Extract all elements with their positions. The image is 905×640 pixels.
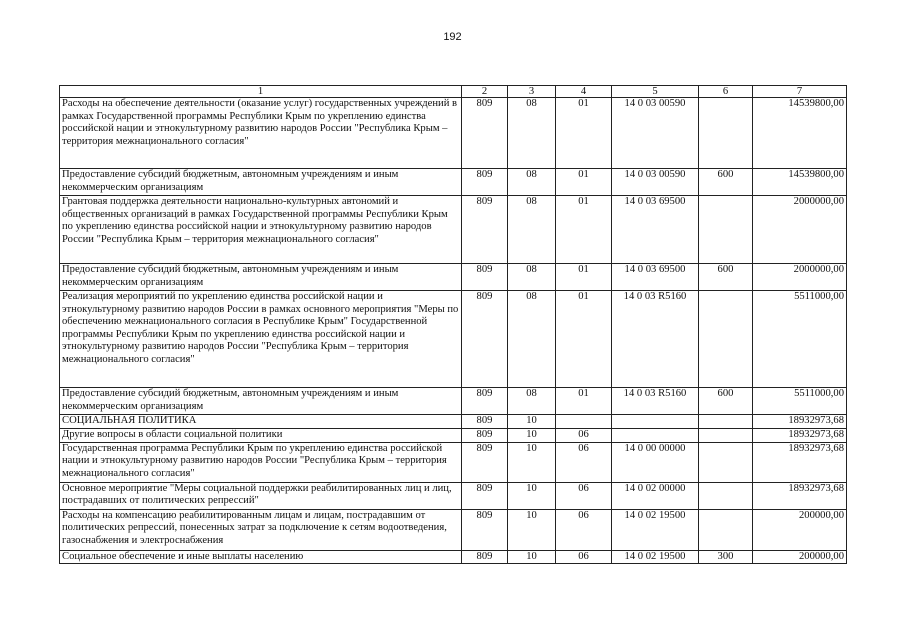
cell-expense-type: 600 xyxy=(699,264,753,291)
column-header: 1 xyxy=(60,86,462,98)
cell-grbs: 809 xyxy=(462,482,508,509)
table-row xyxy=(60,550,847,564)
cell-target-article: 14 0 03 R5160 xyxy=(612,388,699,415)
cell-expense-type xyxy=(699,509,753,550)
cell-section: 08 xyxy=(508,196,556,264)
cell-subsection: 01 xyxy=(556,196,612,264)
cell-target-article: 14 0 03 00590 xyxy=(612,169,699,196)
row-name: Другие вопросы в области социальной политики xyxy=(60,429,462,443)
cell-section: 10 xyxy=(508,509,556,550)
column-header: 6 xyxy=(699,86,753,98)
table-row xyxy=(60,482,847,509)
row-name: СОЦИАЛЬНАЯ ПОЛИТИКА xyxy=(60,415,462,429)
cell-expense-type xyxy=(699,482,753,509)
cell-grbs: 809 xyxy=(462,291,508,388)
row-name: Предоставление субсидий бюджетным, автономным учреждениям и иным некоммерческим организациям xyxy=(60,264,462,291)
cell-grbs: 809 xyxy=(462,264,508,291)
column-header: 4 xyxy=(556,86,612,98)
row-name: Социальное обеспечение и иные выплаты населению xyxy=(60,550,462,564)
cell-subsection: 01 xyxy=(556,291,612,388)
column-header: 2 xyxy=(462,86,508,98)
cell-expense-type: 600 xyxy=(699,169,753,196)
cell-amount: 2000000,00 xyxy=(753,196,847,264)
cell-target-article: 14 0 03 R5160 xyxy=(612,291,699,388)
table-row xyxy=(60,264,847,291)
cell-target-article: 14 0 03 00590 xyxy=(612,98,699,169)
cell-expense-type xyxy=(699,442,753,482)
table-row xyxy=(60,98,847,169)
table-row xyxy=(60,415,847,429)
cell-section: 10 xyxy=(508,482,556,509)
cell-section: 08 xyxy=(508,291,556,388)
cell-subsection: 01 xyxy=(556,264,612,291)
cell-subsection: 01 xyxy=(556,98,612,169)
cell-section: 10 xyxy=(508,429,556,443)
cell-target-article: 14 0 02 00000 xyxy=(612,482,699,509)
cell-section: 10 xyxy=(508,550,556,564)
cell-target-article: 14 0 02 19500 xyxy=(612,509,699,550)
cell-amount: 5511000,00 xyxy=(753,388,847,415)
cell-subsection: 06 xyxy=(556,550,612,564)
cell-subsection xyxy=(556,415,612,429)
cell-amount: 200000,00 xyxy=(753,550,847,564)
row-name: Грантовая поддержка деятельности национально-культурных автономий и общественных организаций в рамках Государственной программы Республики Крым по укреплению единства российской нации и этнокультурному развитию народов России "Республика Крым – территория межнационального согласия" xyxy=(60,196,462,264)
cell-amount: 14539800,00 xyxy=(753,169,847,196)
cell-amount: 2000000,00 xyxy=(753,264,847,291)
cell-expense-type xyxy=(699,196,753,264)
cell-grbs: 809 xyxy=(462,196,508,264)
row-name: Реализация мероприятий по укреплению единства российской нации и этнокультурному развитию народов России в рамках основного мероприятия "Меры по обеспечению межнационального согласия в Республике Крым" Государственной программы Республики Крым по укреплению единства российской нации и этнокультурному развитию народов России "Республика Крым – территория межнационального согласия" xyxy=(60,291,462,388)
column-header: 5 xyxy=(612,86,699,98)
cell-amount: 200000,00 xyxy=(753,509,847,550)
column-header: 7 xyxy=(753,86,847,98)
cell-amount: 18932973,68 xyxy=(753,482,847,509)
column-header: 3 xyxy=(508,86,556,98)
cell-expense-type xyxy=(699,291,753,388)
budget-table xyxy=(59,85,847,564)
cell-target-article xyxy=(612,429,699,443)
table-row xyxy=(60,442,847,482)
cell-target-article: 14 0 03 69500 xyxy=(612,264,699,291)
table-row xyxy=(60,196,847,264)
table-row xyxy=(60,509,847,550)
cell-expense-type: 300 xyxy=(699,550,753,564)
row-name: Предоставление субсидий бюджетным, автономным учреждениям и иным некоммерческим организациям xyxy=(60,388,462,415)
row-name: Основное мероприятие "Меры социальной поддержки реабилитированных лиц и лиц, пострадавших от политических репрессий" xyxy=(60,482,462,509)
cell-target-article xyxy=(612,415,699,429)
cell-expense-type xyxy=(699,415,753,429)
cell-grbs: 809 xyxy=(462,442,508,482)
cell-target-article: 14 0 02 19500 xyxy=(612,550,699,564)
cell-subsection: 01 xyxy=(556,388,612,415)
cell-grbs: 809 xyxy=(462,429,508,443)
cell-amount: 18932973,68 xyxy=(753,415,847,429)
row-name: Предоставление субсидий бюджетным, автономным учреждениям и иным некоммерческим организациям xyxy=(60,169,462,196)
table-row xyxy=(60,388,847,415)
cell-subsection: 06 xyxy=(556,509,612,550)
cell-section: 08 xyxy=(508,169,556,196)
row-name: Расходы на обеспечение деятельности (оказание услуг) государственных учреждений в рамках Государственной программы Республики Крым по укреплению единства российской нации и этнокультурному развитию народов России "Республика Крым – территория межнационального согласия" xyxy=(60,98,462,169)
cell-amount: 14539800,00 xyxy=(753,98,847,169)
cell-amount: 5511000,00 xyxy=(753,291,847,388)
cell-amount: 18932973,68 xyxy=(753,429,847,443)
row-name: Расходы на компенсацию реабилитированным лицам и лицам, пострадавшим от политических репрессий, понесенных затрат за подключение к сетям водоотведения, газоснабжения и электроснабжения xyxy=(60,509,462,550)
cell-target-article: 14 0 03 69500 xyxy=(612,196,699,264)
cell-expense-type xyxy=(699,429,753,443)
cell-section: 10 xyxy=(508,415,556,429)
cell-grbs: 809 xyxy=(462,415,508,429)
table-row xyxy=(60,429,847,443)
cell-section: 08 xyxy=(508,264,556,291)
cell-grbs: 809 xyxy=(462,550,508,564)
cell-section: 08 xyxy=(508,388,556,415)
cell-amount: 18932973,68 xyxy=(753,442,847,482)
cell-grbs: 809 xyxy=(462,388,508,415)
row-name: Государственная программа Республики Крым по укреплению единства российской нации и этнокультурному развитию народов России "Республика Крым – территория межнационального согласия" xyxy=(60,442,462,482)
cell-expense-type xyxy=(699,98,753,169)
cell-expense-type: 600 xyxy=(699,388,753,415)
cell-subsection: 06 xyxy=(556,482,612,509)
cell-grbs: 809 xyxy=(462,98,508,169)
table-row xyxy=(60,169,847,196)
cell-target-article: 14 0 00 00000 xyxy=(612,442,699,482)
cell-section: 10 xyxy=(508,442,556,482)
cell-subsection: 06 xyxy=(556,442,612,482)
table-row xyxy=(60,291,847,388)
cell-grbs: 809 xyxy=(462,169,508,196)
cell-subsection: 01 xyxy=(556,169,612,196)
cell-grbs: 809 xyxy=(462,509,508,550)
header-row xyxy=(60,86,847,98)
cell-subsection: 06 xyxy=(556,429,612,443)
cell-section: 08 xyxy=(508,98,556,169)
page-number: 192 xyxy=(443,31,462,43)
